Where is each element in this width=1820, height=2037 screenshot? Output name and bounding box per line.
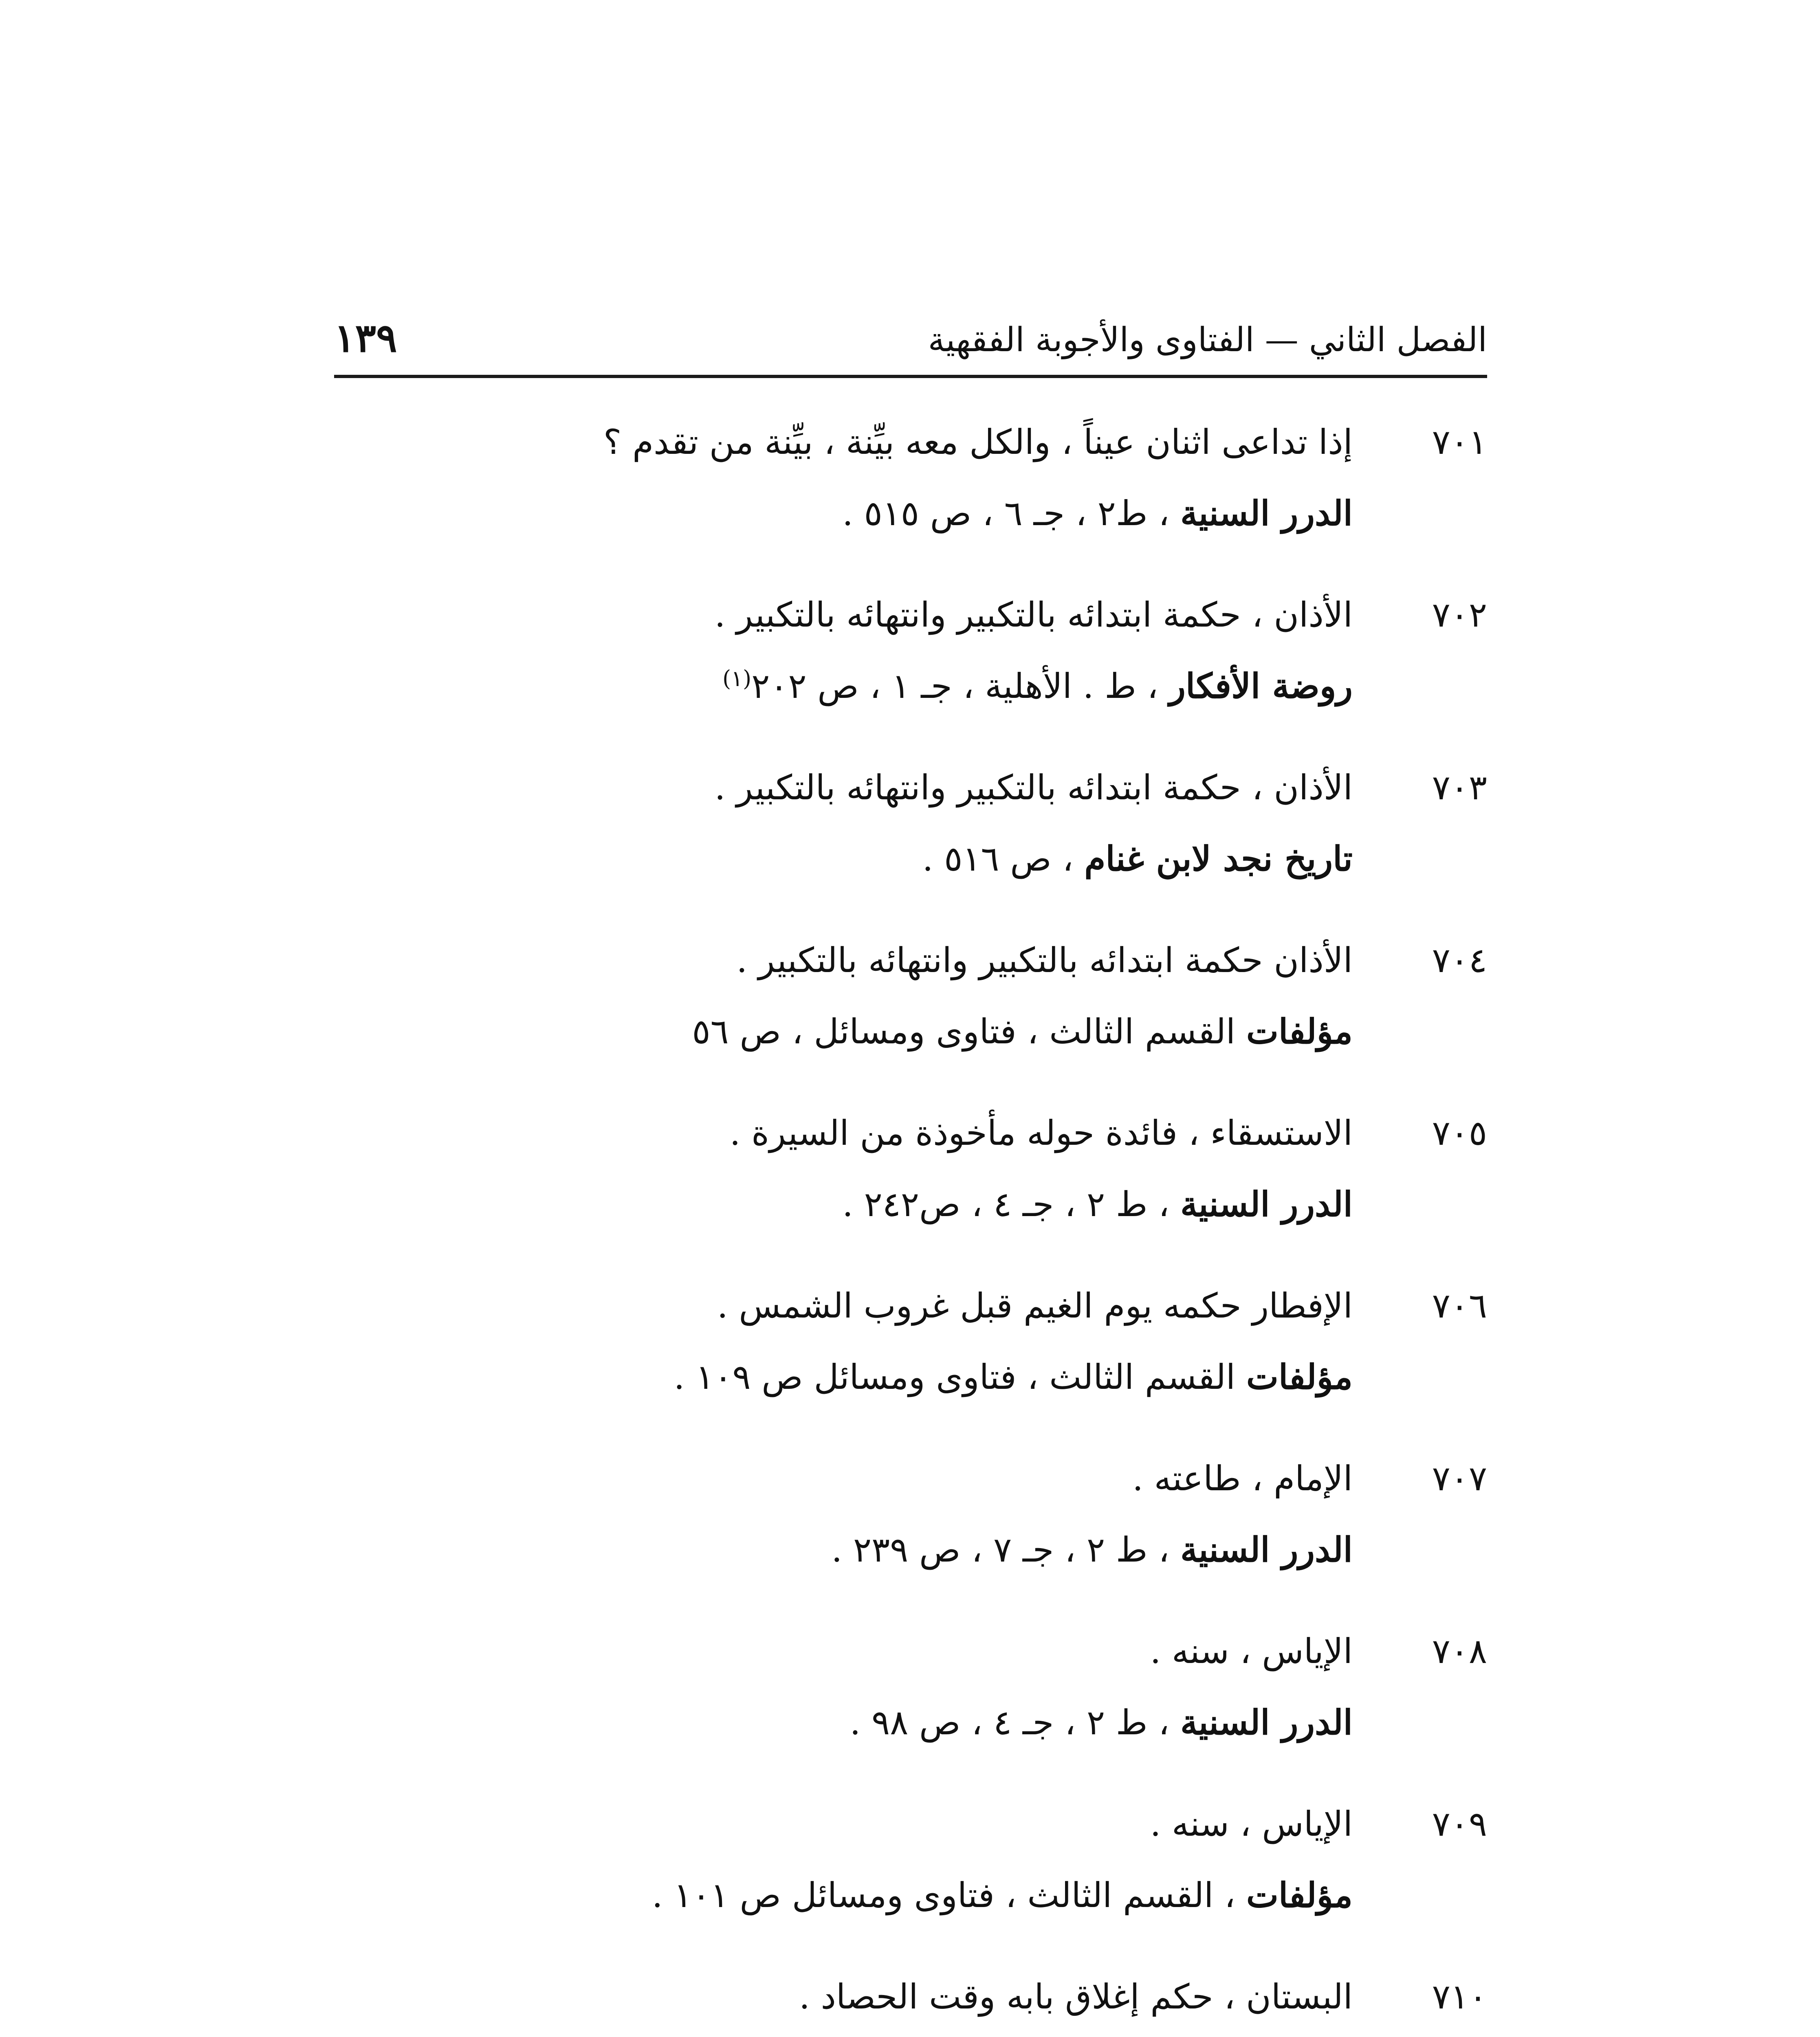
entry-source [674,1346,1353,1408]
entry-number: ٧٠٥ [1432,1113,1487,1153]
source-details: ، ط . الأهلية ، جـ ١ ، ص ٢٠٢ [751,666,1169,706]
list-item [367,411,1487,584]
entry-number: ٧٠٦ [1432,1286,1487,1326]
entry-source [832,1519,1353,1580]
entry-question: الأذان حكمة ابتدائه بالتكبير وانتهائه بالتكبير . [736,940,1353,980]
entry-number: ٧٠٨ [1432,1631,1487,1671]
source-details: ، ط ٢ ، جـ ٧ ، ص ٢٣٩ . [831,1530,1180,1570]
entry-source [722,656,1353,717]
entry-number: ٧٠٧ [1432,1458,1487,1498]
source-details: ، القسم الثالث ، فتاوى ومسائل ص ١٠١ . [651,1875,1246,1915]
footnote-reference: (١) [722,666,752,691]
chapter-title: الفصل الثاني — الفتاوى والأجوبة الفقهية [928,321,1487,359]
entry-question: الإمام ، طاعته . [1132,1458,1353,1498]
source-title: مؤلفات [1246,1011,1353,1051]
entry-question: إذا تداعى اثنان عيناً ، والكل معه بيِّنة ، بيِّنة من تقدم ؟ [603,422,1353,462]
source-details: القسم الثالث ، فتاوى ومسائل ، ص ٥٦ [692,1012,1246,1051]
source-title: الدرر السنية [1180,1184,1353,1224]
entry-source [652,1865,1353,1926]
list-item [367,1448,1487,1621]
entry-question: الإياس ، سنه . [1150,1631,1353,1671]
entry-source [842,483,1353,544]
source-title: تاريخ نجد لابن غنام [1084,838,1353,879]
entry-number: ٧٠٩ [1432,1804,1487,1844]
entries-list [367,411,1487,2037]
entry-number: ٧٠٣ [1432,768,1487,807]
list-item [367,1793,1487,1966]
source-details: القسم الثالث ، فتاوى ومسائل ص ١٠٩ . [673,1357,1246,1397]
source-title: روضة الأفكار [1169,666,1353,706]
list-item [367,1102,1487,1275]
source-details: ، ط٢ ، جـ ٦ ، ص ٥١٥ . [842,493,1180,533]
entry-number: ٧٠١ [1432,422,1487,462]
page-number: ١٣٩ [334,315,397,361]
entry-source [842,1174,1353,1235]
entry-number: ٧٠٢ [1432,595,1487,635]
entry-question: البستان ، حكم إغلاق بابه وقت الحصاد . [799,1977,1353,2017]
running-header [334,301,1487,383]
source-details: ، ص ٥١٦ . [922,839,1085,879]
entry-source [850,1692,1353,1753]
entry-source [692,1001,1353,1062]
entry-question: الاستسقاء ، فائدة حوله مأخوذة من السيرة . [729,1113,1353,1153]
list-item [367,1621,1487,1793]
list-item [367,930,1487,1102]
entry-number: ٧٠٤ [1432,940,1487,980]
source-title: الدرر السنية [1180,1702,1353,1742]
list-item [367,584,1487,757]
entry-number: ٧١٠ [1432,1977,1487,2017]
source-title: مؤلفات [1246,1875,1353,1915]
list-item [367,757,1487,930]
source-details: ، ط ٢ ، جـ ٤ ، ص٢٤٢ . [842,1184,1180,1224]
list-item [367,1275,1487,1448]
source-title: الدرر السنية [1180,493,1353,533]
source-title: الدرر السنية [1180,1529,1353,1570]
source-details: ، ط ٢ ، جـ ٤ ، ص ٩٨ . [849,1703,1180,1742]
list-item [367,1966,1487,2037]
entry-question: الإياس ، سنه . [1150,1804,1353,1844]
header-rule [334,375,1487,378]
entry-source [922,828,1353,889]
entry-question: الإفطار حكمه يوم الغيم قبل غروب الشمس . [717,1286,1353,1326]
entry-question: الأذان ، حكمة ابتدائه بالتكبير وانتهائه بالتكبير . [714,768,1353,807]
source-title: مؤلفات [1246,1357,1353,1397]
entry-question: الأذان ، حكمة ابتدائه بالتكبير وانتهائه بالتكبير . [714,595,1353,635]
